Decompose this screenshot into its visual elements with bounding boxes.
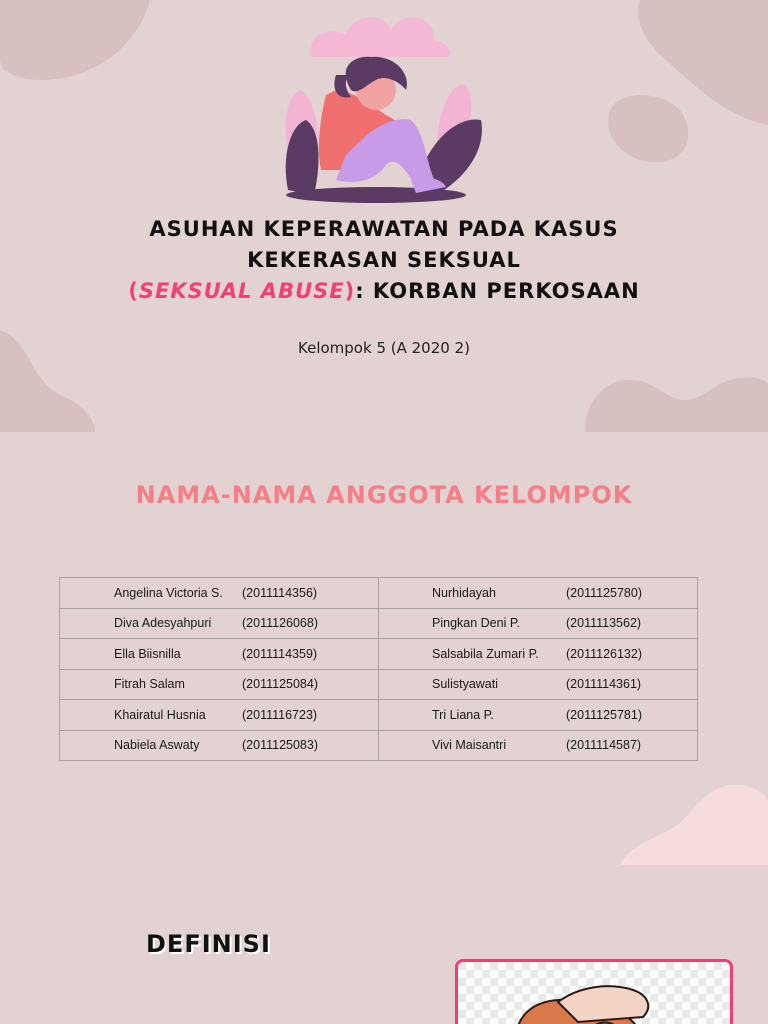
title-paren-close: ) — [344, 279, 356, 303]
member-name: Tri Liana P. — [432, 707, 494, 722]
definition-image-frame — [455, 959, 733, 1024]
member-cell — [379, 578, 698, 609]
member-id: (2011114587) — [566, 738, 642, 753]
table-row — [60, 669, 698, 700]
member-cell — [60, 639, 379, 670]
member-id: (2011116723) — [242, 707, 318, 722]
sad-girl-illustration — [276, 5, 496, 205]
member-name: Nabiela Aswaty — [114, 738, 200, 753]
title-line-1: ASUHAN KEPERAWATAN PADA KASUS — [149, 217, 619, 241]
member-cell — [60, 578, 379, 609]
definition-heading: DEFINISI — [146, 930, 271, 958]
member-id: (2011125084) — [242, 677, 318, 692]
member-name: Diva Adesyahpuri — [114, 616, 212, 631]
member-cell — [60, 700, 379, 731]
member-cell — [379, 639, 698, 670]
members-table — [59, 577, 698, 761]
member-cell — [60, 608, 379, 639]
title-italic-term: SEKSUAL ABUSE — [138, 279, 345, 303]
member-name: Fitrah Salam — [114, 677, 185, 692]
members-slide — [0, 433, 768, 865]
member-name: Nurhidayah — [432, 585, 496, 600]
member-id: (2011113562) — [566, 616, 642, 631]
slide-title — [0, 214, 768, 307]
member-cell — [379, 730, 698, 761]
table-row — [60, 700, 698, 731]
definition-slide — [0, 866, 768, 1024]
table-row — [60, 730, 698, 761]
member-name: Salsabila Zumari P. — [432, 646, 539, 661]
member-id: (2011125083) — [242, 738, 318, 753]
member-name: Ella Biisnilla — [114, 646, 181, 661]
title-slide — [0, 0, 768, 432]
table-row — [60, 578, 698, 609]
member-name: Pingkan Deni P. — [432, 616, 521, 631]
member-id: (2011114356) — [242, 585, 318, 600]
title-line-2: KEKERASAN SEKSUAL — [247, 248, 521, 272]
members-heading: NAMA-NAMA ANGGOTA KELOMPOK — [135, 481, 633, 509]
member-id: (2011126132) — [566, 646, 642, 661]
group-subtitle: Kelompok 5 (A 2020 2) — [298, 339, 470, 357]
member-cell — [379, 669, 698, 700]
title-rest: : KORBAN PERKOSAAN — [355, 279, 640, 303]
member-cell — [379, 700, 698, 731]
member-id: (2011114361) — [566, 677, 642, 692]
member-name: Angelina Victoria S. — [114, 585, 223, 600]
table-row — [60, 608, 698, 639]
title-paren-open: ( — [128, 279, 139, 303]
member-name: Vivi Maisantri — [432, 738, 507, 753]
title-line-3 — [0, 276, 768, 307]
member-name: Khairatul Husnia — [114, 707, 206, 722]
member-id: (2011114359) — [242, 646, 318, 661]
member-cell — [379, 608, 698, 639]
member-id: (2011126068) — [242, 616, 318, 631]
covering-head-illustration — [458, 962, 730, 1024]
member-name: Sulistyawati — [432, 677, 498, 692]
member-id: (2011125780) — [566, 585, 642, 600]
member-id: (2011125781) — [566, 707, 642, 722]
member-cell — [60, 669, 379, 700]
table-row — [60, 639, 698, 670]
member-cell — [60, 730, 379, 761]
